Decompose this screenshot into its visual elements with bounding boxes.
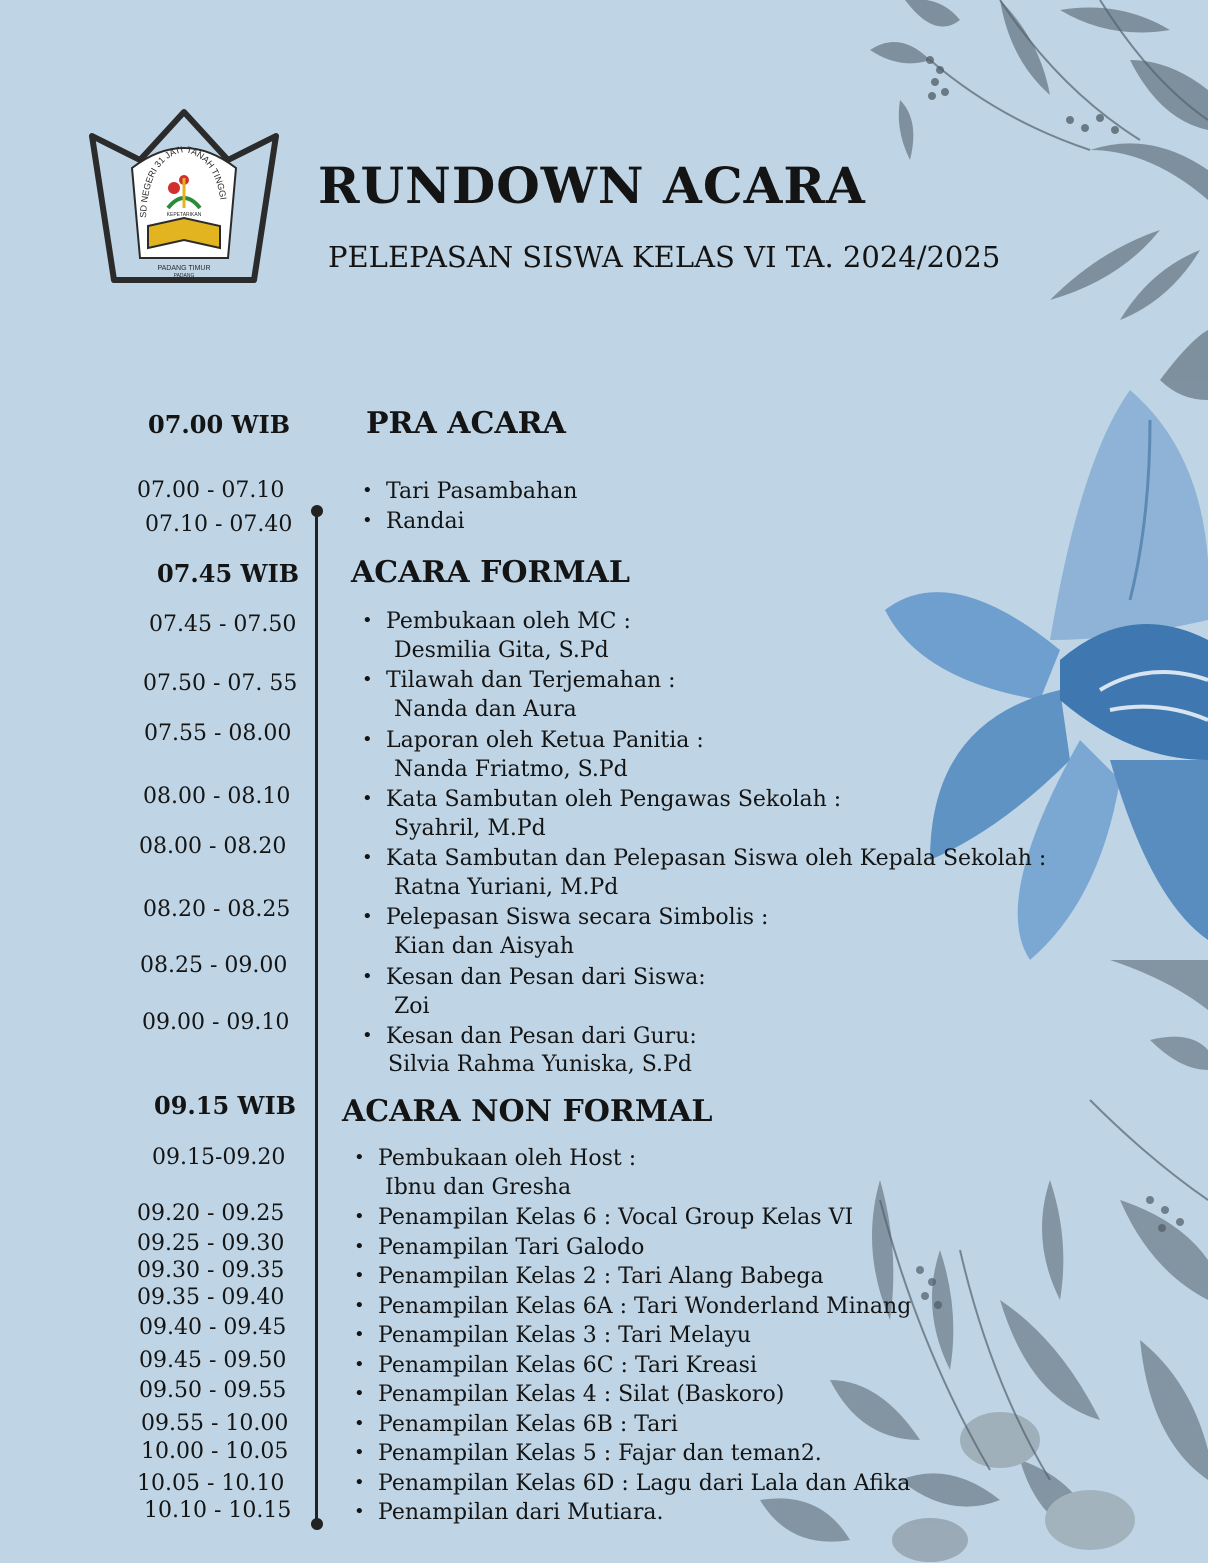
time-slot: 09.35 - 09.40	[137, 1285, 285, 1310]
logo-bottom-line1: PADANG TIMUR	[157, 265, 211, 272]
timeline-start-dot	[311, 505, 323, 517]
section-title-acara-formal: ACARA FORMAL	[351, 555, 631, 590]
section-time-acara-formal: 07.45 WIB	[157, 559, 299, 588]
time-slot: 09.20 - 09.25	[137, 1201, 285, 1226]
list-item-person: Silvia Rahma Yuniska, S.Pd	[388, 1052, 692, 1077]
time-slot: 10.10 - 10.15	[144, 1498, 292, 1523]
time-slot: 09.50 - 09.55	[139, 1378, 287, 1403]
timeline-line	[315, 510, 318, 1525]
list-item: • Penampilan Kelas 6A : Tari Wonderland Minang	[354, 1294, 912, 1319]
list-item-person: Nanda dan Aura	[394, 697, 577, 722]
section-title-acara-non-formal: ACARA NON FORMAL	[342, 1094, 713, 1129]
list-item-person: Ibnu dan Gresha	[385, 1175, 572, 1200]
list-item: • Tari Pasambahan	[362, 479, 578, 504]
list-item-person: Ratna Yuriani, M.Pd	[394, 875, 619, 900]
logo-bottom-line2: PADANG	[173, 273, 195, 279]
list-item: • Penampilan Kelas 5 : Fajar dan teman2.	[354, 1441, 822, 1466]
time-slot: 09.00 - 09.10	[142, 1010, 290, 1035]
list-item: • Kesan dan Pesan dari Guru:	[362, 1024, 697, 1049]
timeline-end-dot	[311, 1518, 323, 1530]
list-item-person: Kian dan Aisyah	[394, 934, 575, 959]
time-slot: 08.00 - 08.20	[139, 834, 287, 859]
list-item: • Laporan oleh Ketua Panitia :	[362, 728, 704, 753]
blue-lily-icon	[885, 390, 1208, 960]
time-slot: 09.45 - 09.50	[139, 1348, 287, 1373]
list-item: • Tilawah dan Terjemahan :	[362, 668, 676, 693]
list-item: • Penampilan Tari Galodo	[354, 1235, 645, 1260]
list-item: • Penampilan Kelas 4 : Silat (Baskoro)	[354, 1382, 785, 1407]
page-title: RUNDOWN ACARA	[318, 156, 866, 215]
list-item-person: Syahril, M.Pd	[394, 816, 546, 841]
top-right-leaves-icon	[870, 0, 1208, 400]
logo-motto: KEPETARIKAN	[166, 212, 202, 218]
logo-arc-text: SD NEGERI 31 JATI TANAH TINGGI	[137, 144, 229, 218]
list-item: • Kata Sambutan oleh Pengawas Sekolah :	[362, 787, 842, 812]
list-item: • Penampilan Kelas 6D : Lagu dari Lala dan Afika	[354, 1471, 911, 1496]
time-slot: 10.00 - 10.05	[141, 1439, 289, 1464]
list-item: • Pembukaan oleh Host :	[354, 1146, 637, 1171]
time-slot: 07.00 - 07.10	[137, 478, 285, 503]
list-item-person: Nanda Friatmo, S.Pd	[394, 757, 628, 782]
section-time-pra-acara: 07.00 WIB	[148, 410, 290, 439]
page-subtitle: PELEPASAN SISWA KELAS VI TA. 2024/2025	[328, 240, 1001, 274]
school-logo	[88, 108, 280, 288]
time-slot: 08.25 - 09.00	[140, 953, 288, 978]
section-title-pra-acara: PRA ACARA	[366, 406, 566, 441]
list-item: • Penampilan Kelas 6B : Tari	[354, 1412, 678, 1437]
list-item: • Kesan dan Pesan dari Siswa:	[362, 965, 706, 990]
time-slot: 09.25 - 09.30	[137, 1231, 285, 1256]
list-item: • Penampilan dari Mutiara.	[354, 1500, 664, 1525]
time-slot: 09.30 - 09.35	[137, 1258, 285, 1283]
time-slot: 09.15-09.20	[152, 1145, 286, 1170]
list-item: • Penampilan Kelas 2 : Tari Alang Babega	[354, 1264, 824, 1289]
time-slot: 10.05 - 10.10	[137, 1471, 285, 1496]
time-slot: 08.00 - 08.10	[143, 784, 291, 809]
bottom-right-stems-icon	[880, 1100, 1208, 1480]
list-item: • Pembukaan oleh MC :	[362, 609, 631, 634]
list-item: • Randai	[362, 509, 465, 534]
time-slot: 09.55 - 10.00	[141, 1411, 289, 1436]
time-slot: 07.10 - 07.40	[145, 512, 293, 537]
list-item-person: Zoi	[394, 994, 430, 1019]
list-item: • Penampilan Kelas 6 : Vocal Group Kelas VI	[354, 1205, 854, 1230]
time-slot: 07.50 - 07. 55	[143, 671, 298, 696]
time-slot: 07.55 - 08.00	[144, 721, 292, 746]
time-slot: 07.45 - 07.50	[149, 612, 297, 637]
list-item: • Penampilan Kelas 3 : Tari Melayu	[354, 1323, 752, 1348]
time-slot: 09.40 - 09.45	[139, 1315, 287, 1340]
section-time-acara-non-formal: 09.15 WIB	[154, 1091, 296, 1120]
list-item-person: Desmilia Gita, S.Pd	[394, 638, 609, 663]
time-slot: 08.20 - 08.25	[143, 897, 291, 922]
list-item: • Pelepasan Siswa secara Simbolis :	[362, 905, 769, 930]
list-item: • Penampilan Kelas 6C : Tari Kreasi	[354, 1353, 757, 1378]
list-item: • Kata Sambutan dan Pelepasan Siswa oleh Kepala Sekolah :	[362, 846, 1047, 871]
